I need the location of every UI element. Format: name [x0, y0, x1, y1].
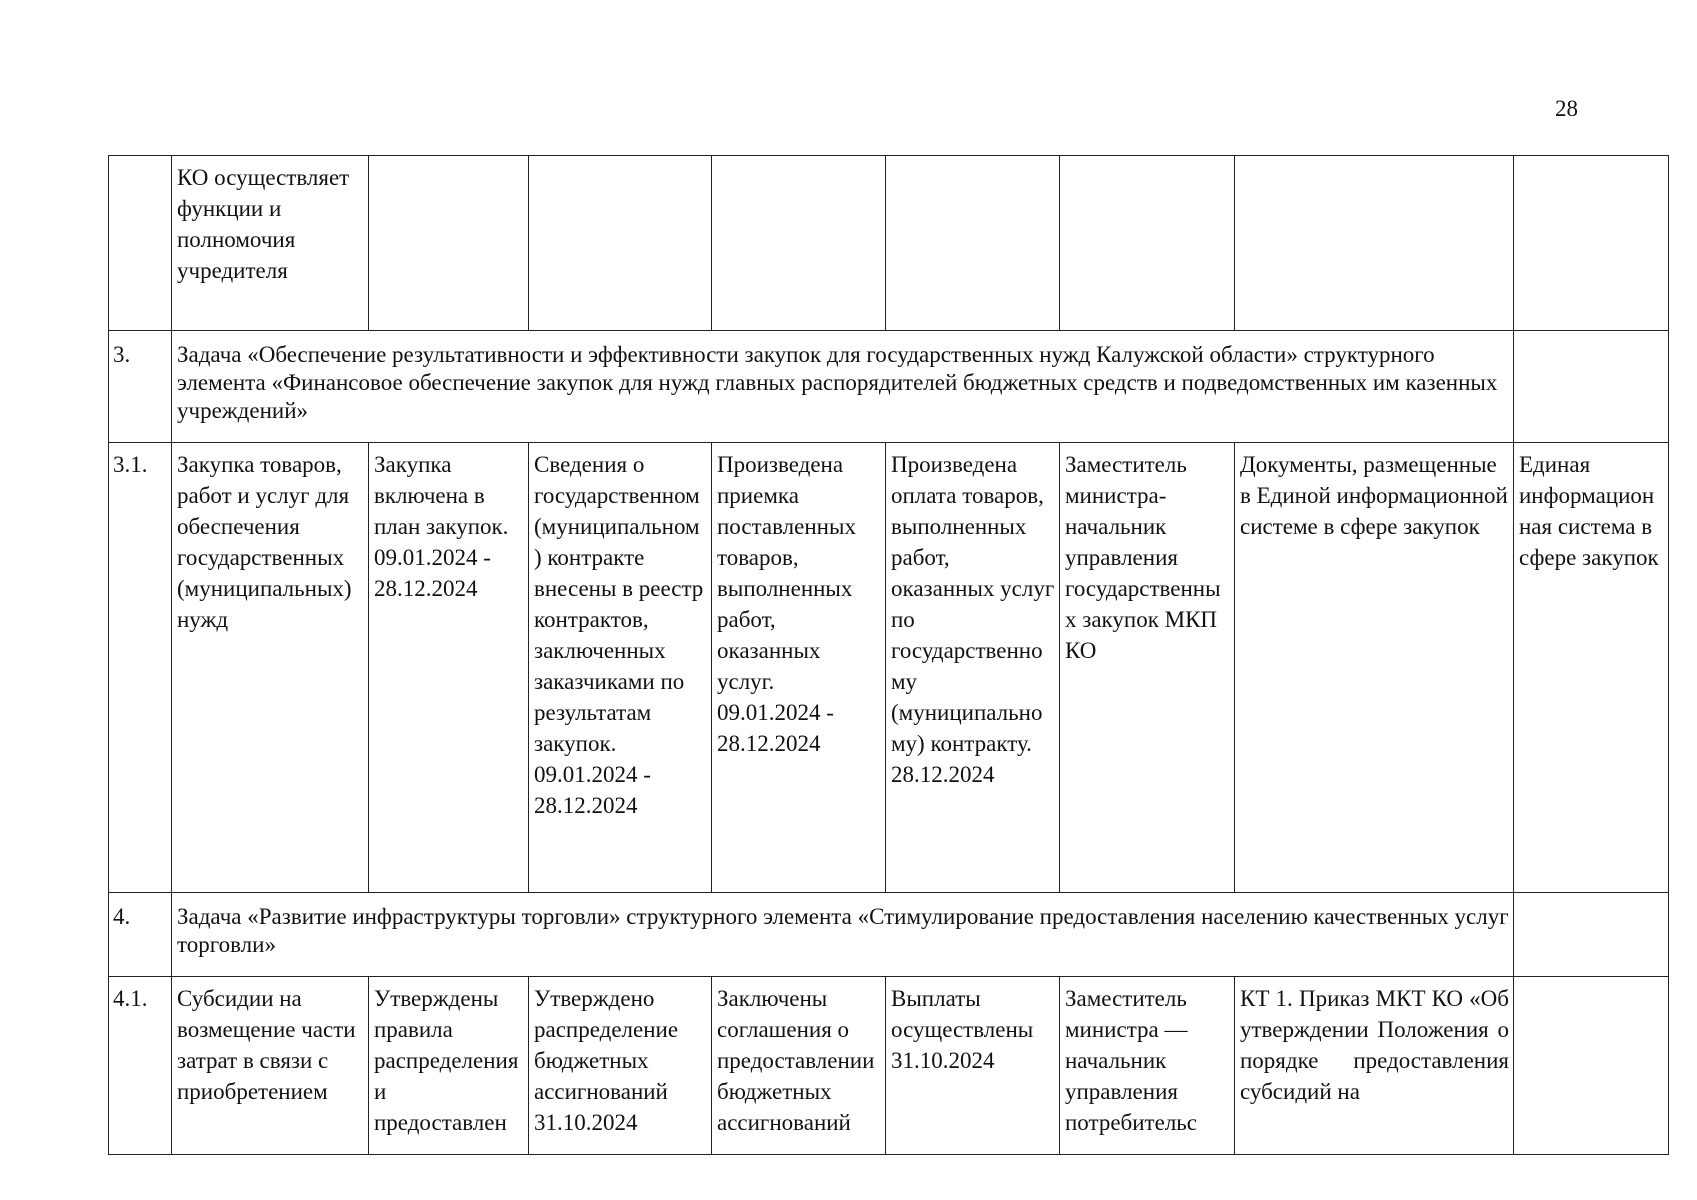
cell	[1514, 156, 1669, 331]
cell	[369, 156, 529, 331]
cell-control-point-4: Произведена оплата товаров, выполненных работ, оказанных услуг по государственному (муниципальному) контракту. 28.12.2024	[886, 443, 1060, 893]
cell-event: КО осуществляет функции и полномочия учредителя	[172, 156, 369, 331]
row-number: 3.	[109, 331, 172, 443]
table-row	[109, 977, 1669, 1155]
cell-info-system: Единая информационная система в сфере закупок	[1514, 443, 1669, 893]
cell	[529, 156, 712, 331]
cell-control-point-2: Сведения о государственном (муниципальном) контракте внесены в реестр контрактов, заключенных заказчиками по результатам закупок. 09.01.2024 - 28.12.2024	[529, 443, 712, 893]
page-number: 28	[1555, 96, 1578, 121]
cell	[1060, 156, 1235, 331]
cell-event: Закупка товаров, работ и услуг для обеспечения государственных (муниципальных) нужд	[172, 443, 369, 893]
cell-responsible: Заместитель министра — начальник управления потребительс	[1060, 977, 1235, 1155]
task-row	[109, 331, 1669, 443]
cell	[1235, 156, 1514, 331]
cell	[886, 156, 1060, 331]
cell	[1514, 977, 1669, 1155]
table-row	[109, 156, 1669, 331]
cell-control-point-4: Выплаты осуществлены 31.10.2024	[886, 977, 1060, 1155]
cell-control-point-1: Закупка включена в план закупок. 09.01.2024 - 28.12.2024	[369, 443, 529, 893]
cell-control-point-2: Утверждено распределение бюджетных ассигнований 31.10.2024	[529, 977, 712, 1155]
task-row	[109, 893, 1669, 977]
cell-control-point-1: Утверждены правила распределения и предоставлен	[369, 977, 529, 1155]
plan-table	[108, 155, 1669, 1155]
cell-responsible: Заместитель министра-начальник управления государственных закупок МКП КО	[1060, 443, 1235, 893]
cell-document: КТ 1. Приказ МКТ КО «Об утверждении Положения о порядке предоставления субсидий на	[1235, 977, 1514, 1155]
row-number: 4.1.	[109, 977, 172, 1155]
cell	[712, 156, 886, 331]
task-text: Задача «Развитие инфраструктуры торговли» структурного элемента «Стимулирование предоставления населению качественных услуг торговли»	[172, 893, 1514, 977]
task-text: Задача «Обеспечение результативности и эффективности закупок для государственных нужд Калужской области» структурного элемента «Финансовое обеспечение закупок для нужд главных распорядителей бюджетных средств и подведомственных им казенных учреждений»	[172, 331, 1514, 443]
row-number: 4.	[109, 893, 172, 977]
row-number: 3.1.	[109, 443, 172, 893]
cell-document: Документы, размещенные в Единой информационной системе в сфере закупок	[1235, 443, 1514, 893]
cell-control-point-3: Произведена приемка поставленных товаров, выполненных работ, оказанных услуг. 09.01.2024 - 28.12.2024	[712, 443, 886, 893]
cell	[1514, 331, 1669, 443]
cell-event: Субсидии на возмещение части затрат в связи с приобретением	[172, 977, 369, 1155]
row-number	[109, 156, 172, 331]
cell-control-point-3: Заключены соглашения о предоставлении бюджетных ассигнований	[712, 977, 886, 1155]
table-row	[109, 443, 1669, 893]
cell	[1514, 893, 1669, 977]
